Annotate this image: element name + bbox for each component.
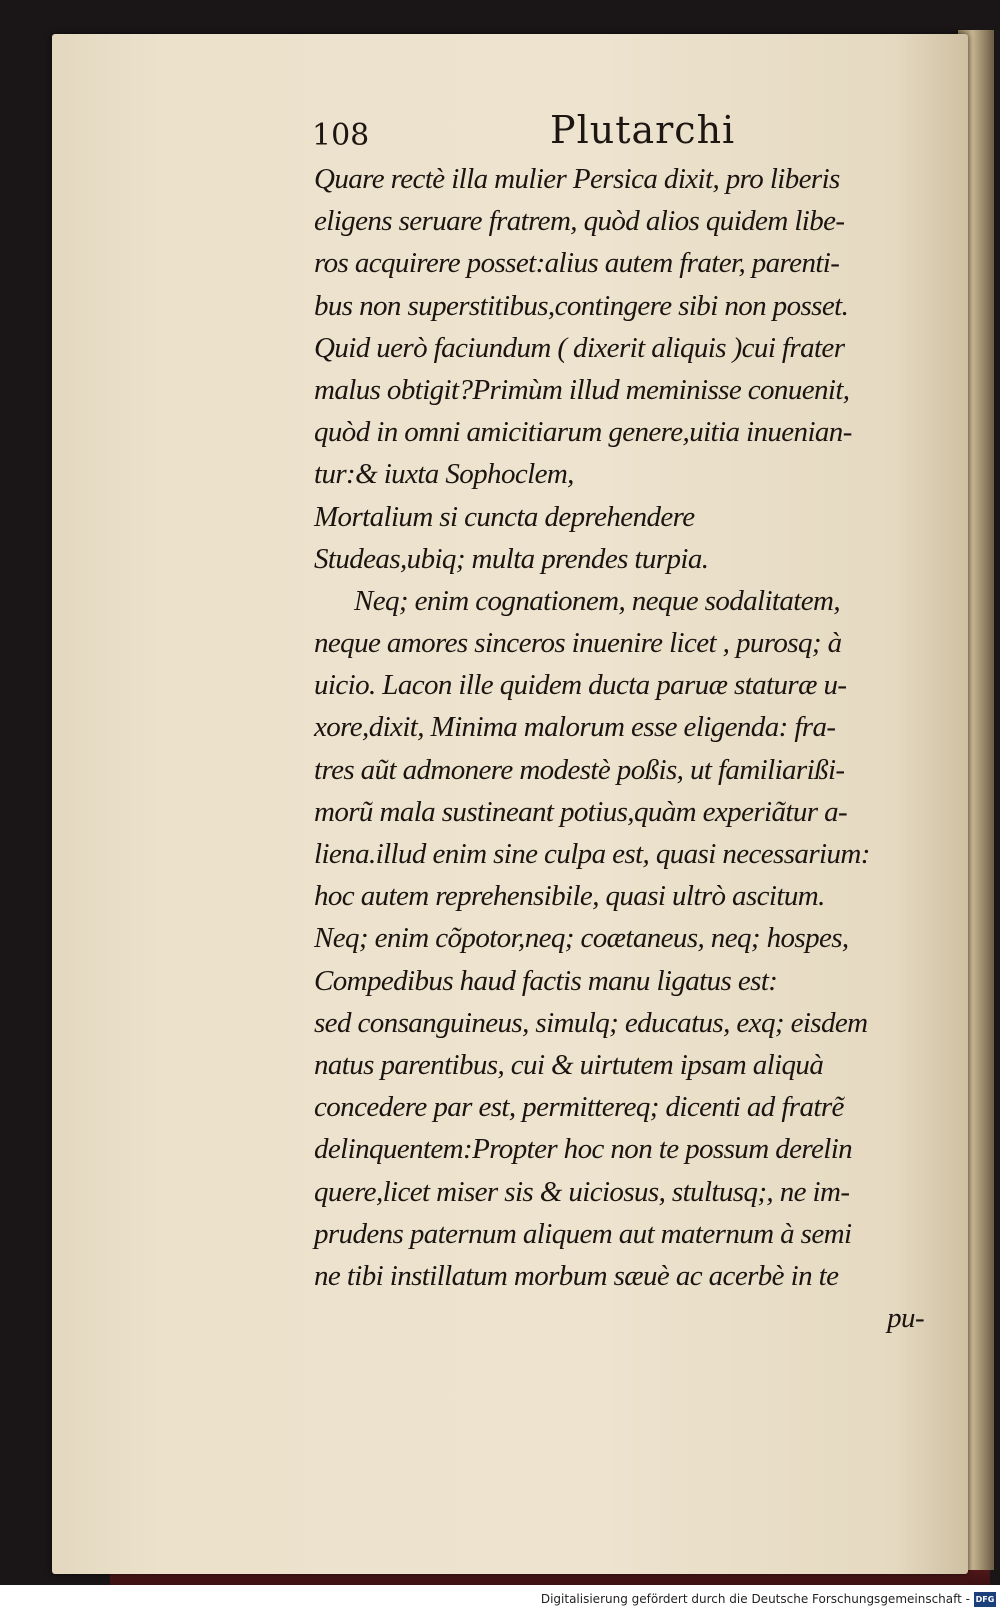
page-number: 108 xyxy=(312,118,370,153)
verse-line: Mortalium si cuncta deprehendere xyxy=(314,500,695,533)
text-line: ros acquirere posset:alius autem frater, parenti- xyxy=(314,247,840,280)
text-line: morũ mala sustineant potius,quàm experiãtur a- xyxy=(314,795,848,828)
text-line: quòd in omni amicitiarum genere,uitia inuenian- xyxy=(314,416,852,449)
verse-line: Compedibus haud factis manu ligatus est: xyxy=(314,964,778,997)
catchword: pu- xyxy=(887,1302,924,1335)
text-line: uicio. Lacon ille quidem ducta paruæ staturæ u- xyxy=(314,669,847,702)
text-line: Quare rectè illa mulier Persica dixit, pro liberis xyxy=(314,163,840,195)
text-line: neque amores sinceros inuenire licet , purosq; à xyxy=(314,627,842,660)
text-line: malus obtigit?Primùm illud meminisse conuenit, xyxy=(314,373,850,406)
text-line: quere,licet miser sis & uiciosus, stultusq;, ne im- xyxy=(314,1175,850,1208)
text-line: Quid uerò faciundum ( dixerit aliquis )cui frater xyxy=(314,331,845,364)
text-line: Neq; enim cõpotor,neq; coætaneus, neq; hospes, xyxy=(314,922,849,955)
text-line: tres aũt admonere modestè poßis, ut familiarißi- xyxy=(314,753,845,786)
verse-line: Studeas,ubiq; multa prendes turpia. xyxy=(314,542,709,575)
text-line: tur:& iuxta Sophoclem, xyxy=(314,458,574,491)
text-line: delinquentem:Propter hoc non te possum derelin xyxy=(314,1133,853,1166)
funding-credit: Digitalisierung gefördert durch die Deutsche Forschungsgemeinschaft - xyxy=(540,1592,970,1606)
text-line: xore,dixit, Minima malorum esse eligenda: fra- xyxy=(314,711,836,744)
text-line: bus non superstitibus,contingere sibi non posset. xyxy=(314,289,849,322)
digitization-footer xyxy=(0,1585,1000,1615)
dfg-logo: DFG xyxy=(974,1592,996,1607)
text-line: concedere par est, permittereq; dicenti ad fratrẽ xyxy=(314,1091,844,1124)
text-line: sed consanguineus, simulq; educatus, exq; eisdem xyxy=(314,1006,868,1039)
paragraph-start-line: Neq; enim cognationem, neque sodalitatem, xyxy=(354,584,841,617)
text-line: hoc autem reprehensibile, quasi ultrò ascitum. xyxy=(314,880,825,913)
text-line: eligens seruare fratrem, quòd alios quidem libe- xyxy=(314,205,845,238)
text-line: natus parentibus, cui & uirtutem ipsam aliquà xyxy=(314,1048,824,1081)
text-line: liena.illud enim sine culpa est, quasi necessarium: xyxy=(314,838,870,870)
running-head xyxy=(312,108,932,158)
text-line: prudens paternum aliquem aut maternum à semi xyxy=(314,1217,852,1250)
body-text xyxy=(314,158,934,1339)
text-line: ne tibi instillatum morbum sæuè ac acerbè in te xyxy=(314,1259,839,1292)
running-head-title: Plutarchi xyxy=(550,108,736,152)
